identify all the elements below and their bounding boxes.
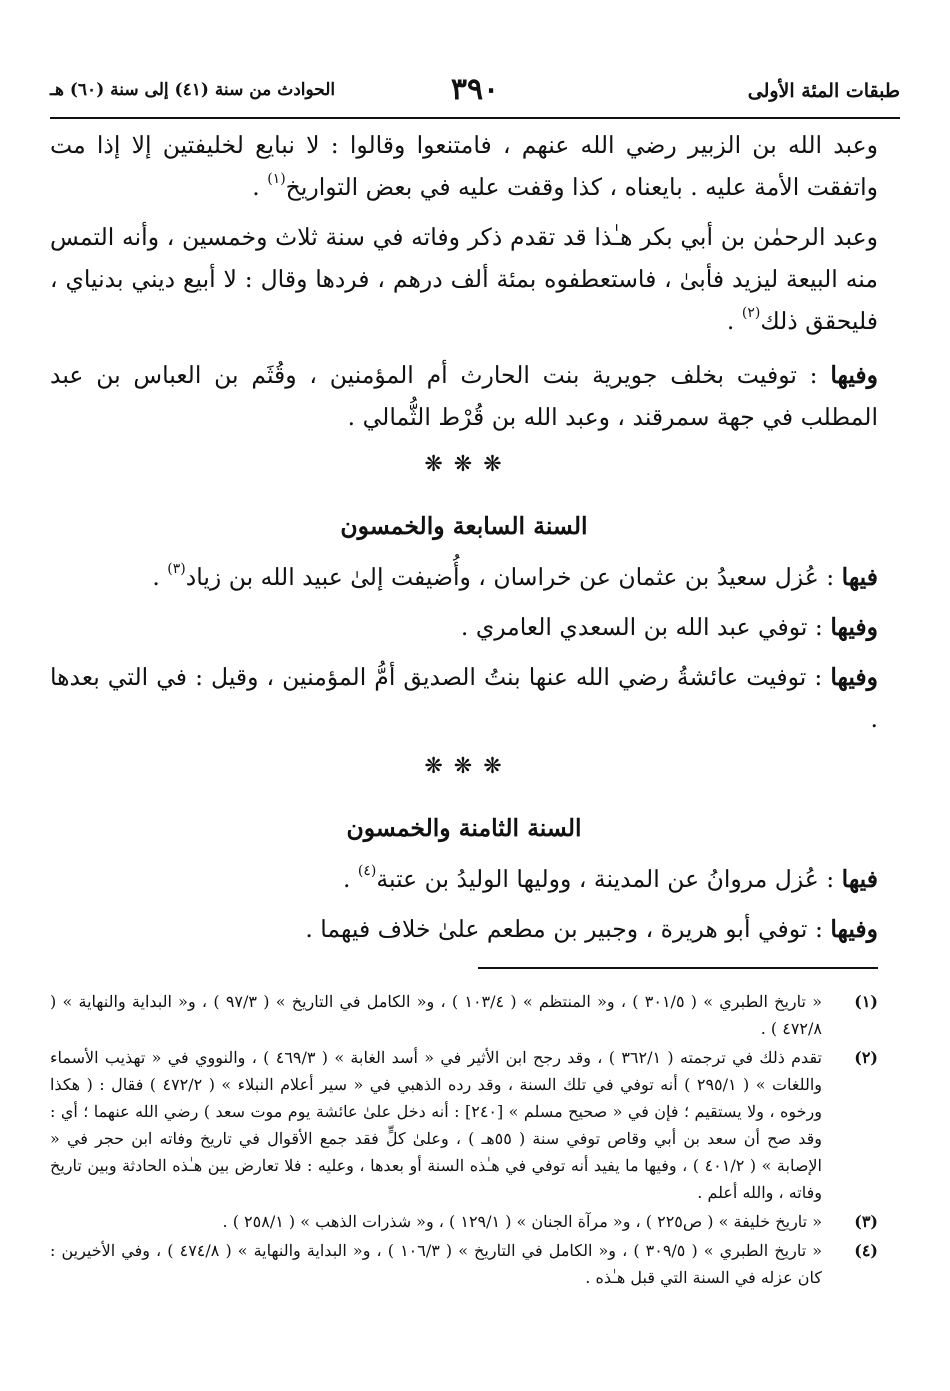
lead-word: فيها [841,563,878,591]
page-header [50,72,900,112]
paragraph-2: وعبد الرحمٰن بن أبي بكر هـٰذا قد تقدم ذكر وفاته في سنة ثلاث وخمسين ، وأنه التمس منه البيعة ليزيد فأبىٰ ، فاستعطفوه بمئة ألف درهم ، فردها وقال : لا أبيع ديني بدنياي ، فليحقق ذلك$^{(٢)}$ . [50,223,878,335]
running-book-title: طبقات المئة الأولى [747,80,900,102]
footnotes [50,988,878,1293]
footnote [50,1208,878,1235]
entry-57-3 [50,656,878,740]
paragraph-text: : توفيت بخلف جويرية بنت الحارث أم المؤمنين ، وقُثَم بن العباس بن عبد المطلب في جهة سمرقند ، وعبد الله بن قُرْط الثُّمالي . [50,361,878,431]
lead-word: وفيها [830,915,878,943]
footnote-number: (٤) [854,1241,878,1260]
entry-text: : توفي أبو هريرة ، وجبير بن مطعم علىٰ خلاف فيهما . [305,915,831,943]
main-text [50,124,878,958]
entry-58-2 [50,908,878,950]
paragraph-text: وعبد الرحمٰن بن أبي بكر هـٰذا قد تقدم ذكر وفاته في سنة ثلاث وخمسين ، وأنه التمس منه البيعة ليزيد فأبىٰ ، فاستعطفوه بمئة ألف درهم ، فردها وقال : لا أبيع ديني بدنياي ، فليحقق ذلك [50,223,878,335]
footnote [50,1237,878,1291]
paragraph-1: وعبد الله بن الزبير رضي الله عنهم ، فامتنعوا وقالوا : لا نبايع لخليفتين إلا إذا مت واتفقت الأمة عليه . بايعناه ، كذا وقفت عليه في بعض التواريخ$^{(١)}$ . [50,131,878,201]
entry-58-1: فيها : عُزل مروانُ عن المدينة ، ووليها الوليدُ بن عتبة$^{(٤)}$ . [342,863,878,893]
footnote-ref[interactable]: (٤) [357,863,377,879]
paragraph-3 [50,354,878,438]
section-separator: ❋ ❋ ❋ [424,452,504,477]
footnote [50,1044,878,1206]
footnote-text: « تاريخ الطبري » ( ٣٠٩/٥ ) ، و« الكامل في التاريخ » ( ١٠٦/٣ ) ، و« البداية والنهاية » ( ٤٧٤/٨ ) ، وفي الأخيرين : كان عزله في السنة التي قبل هـٰذه . [50,1241,823,1287]
running-section-title: الحوادث من سنة (٤١) إلى سنة (٦٠) هـ [50,80,336,100]
footnote-rule [478,967,878,969]
footnote-text: « تاريخ خليفة » ( ص٢٢٥ ) ، و« مرآة الجنان » ( ١٢٩/١ ) ، و« شذرات الذهب » ( ٢٥٨/١ ) . [222,1212,822,1231]
entry-text: : توفيت عائشةُ رضي الله عنها بنتُ الصديق أمُّ المؤمنين ، وقيل : في التي بعدها . [50,663,878,733]
footnote-ref[interactable]: (١) [267,171,286,187]
header-rule [50,117,900,119]
entry-text: : توفي عبد الله بن السعدي العامري . [460,613,831,641]
entry-57-1: فيها : عُزل سعيدُ بن عثمان عن خراسان ، وأُضيفت إلىٰ عبيد الله بن زياد$^{(٣)}$ . [152,561,878,591]
paragraph-text: وعبد الله بن الزبير رضي الله عنهم ، فامتنعوا وقالوا : لا نبايع لخليفتين إلا إذا مت واتفقت الأمة عليه . بايعناه ، كذا وقفت عليه في بعض التواريخ [50,131,878,201]
footnote-ref[interactable]: (٢) [741,305,761,321]
section-title-58: السنة الثامنة والخمسون [346,814,582,842]
footnote-number: (١) [854,992,878,1011]
footnote [50,988,878,1042]
section-separator: ❋ ❋ ❋ [424,754,504,779]
lead-word: وفيها [830,663,878,691]
lead-word: وفيها [830,613,878,641]
entry-57-2 [50,606,878,648]
lead-word: فيها [841,865,878,893]
section-title-57: السنة السابعة والخمسون [340,512,588,540]
lead-word: وفيها [830,361,878,389]
footnote-text: « تاريخ الطبري » ( ٣٠١/٥ ) ، و« المنتظم » ( ١٠٣/٤ ) ، و« الكامل في التاريخ » ( ٩٧/٣ ) ، و« البداية والنهاية » ( ٤٧٢/٨ ) . [50,992,823,1038]
footnote-number: (٢) [854,1048,878,1067]
footnote-text: تقدم ذلك في ترجمته ( ٣٦٢/١ ) ، وقد رجح ابن الأثير في « أسد الغابة » ( ٤٦٩/٣ ) ، والنووي في « تهذيب الأسماء واللغات » ( ٢٩٥/١ ) أنه توفي في تلك السنة ، وقد رده الذهبي في « سير أعلام النبلاء » ( ٤٧٢/٢ ) فقال : ( هكذا ورخوه ، ولا يستقيم ؛ فإن في « صحيح مسلم » [٢٤٠] : أنه دخل علىٰ عائشة يوم موت سعد ) رضي الله عنهما ؛ أي : وقد صح أن سعد بن أبي وقاص توفي سنة ( ٥٥هـ ) ، وعلىٰ كلٍّ فقد جمع الأقوال في تاريخ وفاته ابن حجر في « الإصابة » ( ٤٠١/٢ ) ، وفيها ما يفيد أنه توفي في هـٰذه السنة أو بعدها ، وعليه : فلا تعارض بين هـٰذه الحادثة وبين تاريخ وفاته ، والله أعلم . [50,1048,823,1202]
entry-text: : عُزل مروانُ عن المدينة ، ووليها الوليدُ بن عتبة [376,865,842,893]
footnote-ref[interactable]: (٣) [167,561,186,577]
entry-text: : عُزل سعيدُ بن عثمان عن خراسان ، وأُضيفت إلىٰ عبيد الله بن زياد [185,563,842,591]
page-number: ٣٩٠ [450,72,500,107]
footnote-number: (٣) [854,1212,878,1231]
